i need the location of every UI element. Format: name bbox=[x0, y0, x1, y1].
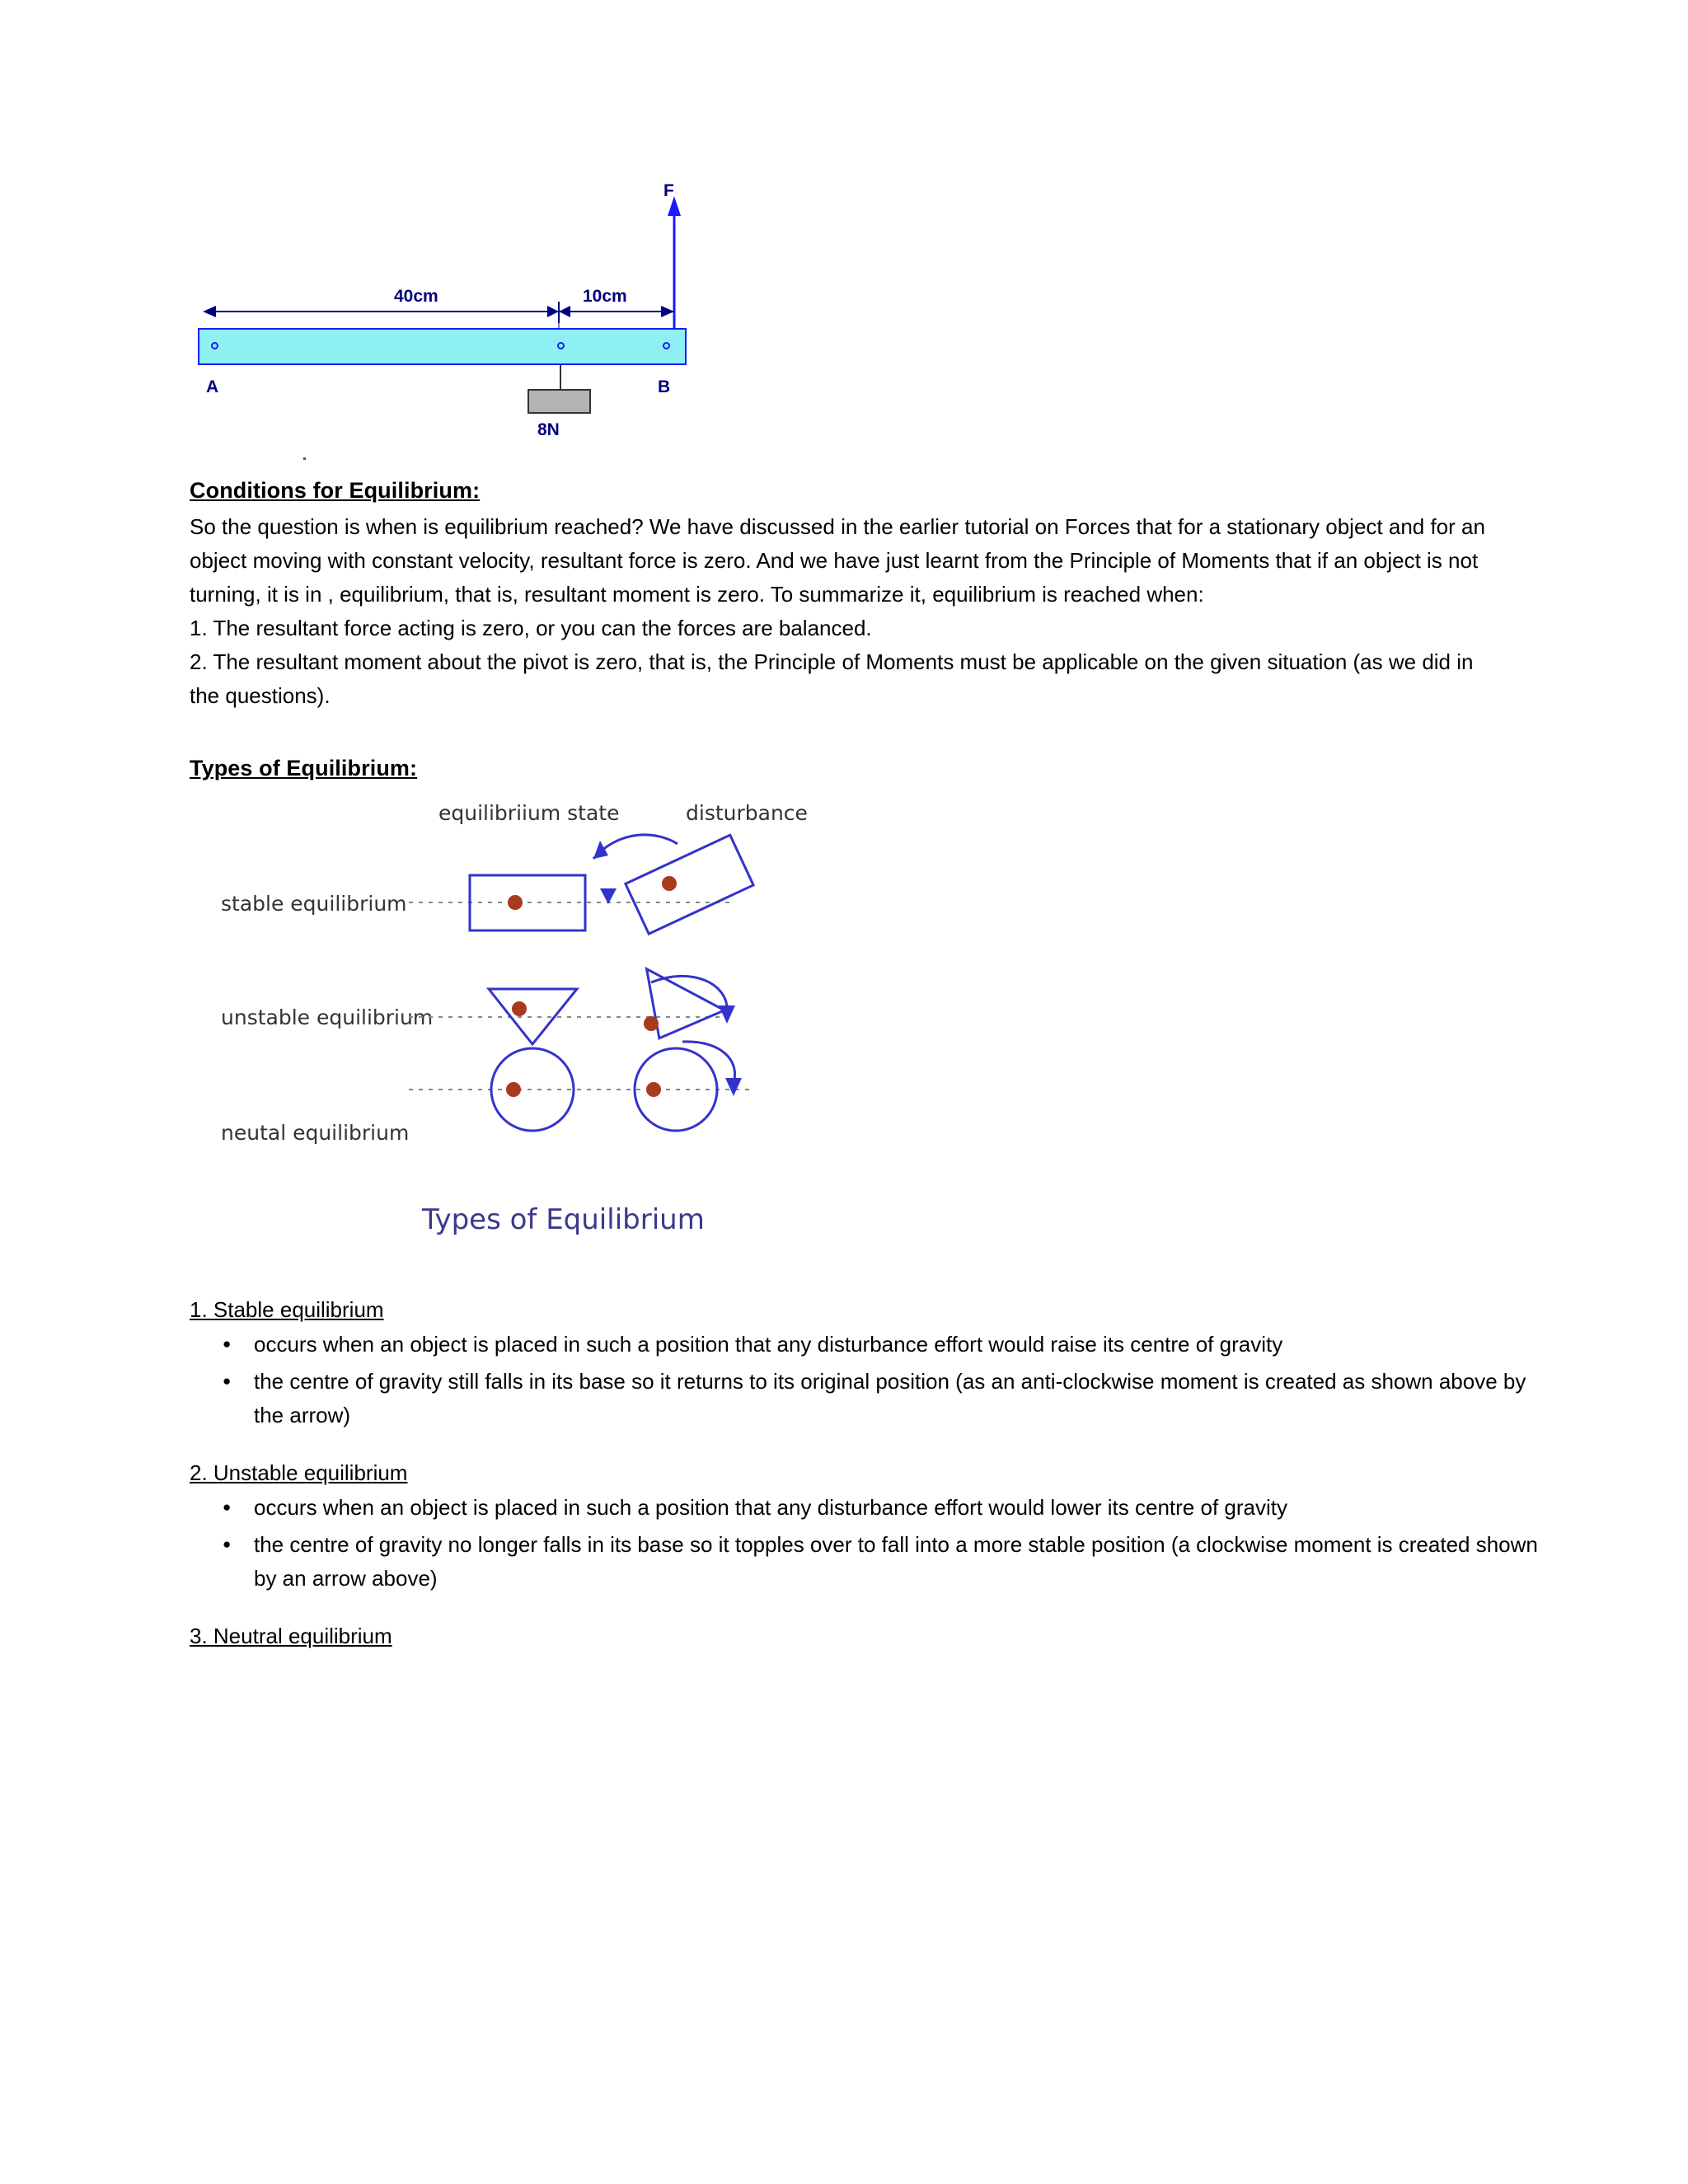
stable-equilibrium-heading: 1. Stable equilibrium bbox=[190, 1297, 384, 1322]
equilibrium-shapes-svg bbox=[206, 793, 948, 1254]
list-item: ● the centre of gravity no longer falls in its base so it topples over to fall into a more stable position (a clockwise moment is created shown by an arrow above) bbox=[254, 1528, 1540, 1596]
point-label-b: B bbox=[658, 377, 671, 396]
stray-dot bbox=[303, 457, 306, 460]
pivot-point-b bbox=[663, 342, 670, 349]
weight-stem bbox=[560, 365, 561, 390]
list-item: ● the centre of gravity still falls in its base so it returns to its original position (as an anti-clockwise moment is created as shown above by the arrow) bbox=[254, 1365, 1540, 1432]
dimension-label-10cm: 10cm bbox=[579, 287, 631, 307]
conditions-heading: Conditions for Equilibrium: bbox=[190, 478, 481, 503]
types-heading: Types of Equilibrium: bbox=[190, 756, 418, 780]
list-item: ● occurs when an object is placed in such a position that any disturbance effort would raise its centre of gravity bbox=[254, 1328, 1540, 1361]
neutral-equilibrium-heading: 3. Neutral equilibrium bbox=[190, 1624, 392, 1648]
point-label-a: A bbox=[206, 377, 219, 396]
beam-force-diagram bbox=[198, 181, 824, 478]
list-item: ● occurs when an object is placed in such a position that any disturbance effort would lower its centre of gravity bbox=[254, 1491, 1540, 1525]
beam-bar bbox=[198, 328, 687, 365]
pivot-point-a bbox=[211, 342, 218, 349]
dimension-label-40cm: 40cm bbox=[389, 287, 443, 307]
figure-caption-disturbance: disturbance bbox=[686, 801, 808, 825]
figure-caption-equilibrium-state: equilibriium state bbox=[438, 801, 620, 825]
conditions-paragraph: So the question is when is equilibrium reached? We have discussed in the earlier tutorial on Forces that for a stationary object and for an object moving with constant velocity, resultant force is zero. And we have just learnt from the Principle of Moments that if an object is not turning, it is in , equilibrium, that is, resultant moment is zero. To summarize it, equilibrium is reached when: bbox=[190, 514, 1485, 607]
condition-item-2: 2. The resultant moment about the pivot is zero, that is, the Principle of Moments must be applicable on the given situation (as we did in the questions). bbox=[190, 649, 1474, 708]
weight-label-8n: 8N bbox=[537, 420, 560, 439]
figure-row-label-stable: stable equilibrium bbox=[221, 892, 407, 916]
unstable-equilibrium-heading: 2. Unstable equilibrium bbox=[190, 1460, 408, 1485]
figure-row-label-unstable: unstable equilibrium bbox=[221, 1005, 434, 1029]
pivot-point-mid bbox=[557, 342, 565, 349]
figure-title: Types of Equilibrium bbox=[422, 1203, 705, 1236]
types-of-equilibrium-figure bbox=[206, 793, 948, 1254]
hanging-weight-block bbox=[528, 389, 591, 414]
unstable-equilibrium-list bbox=[190, 1491, 1597, 1596]
force-label-f: F bbox=[663, 181, 674, 200]
figure-row-label-neutral: neutal equilibrium bbox=[221, 1121, 410, 1145]
stable-equilibrium-list bbox=[190, 1328, 1597, 1432]
condition-item-1: 1. The resultant force acting is zero, or you can the forces are balanced. bbox=[190, 616, 872, 640]
